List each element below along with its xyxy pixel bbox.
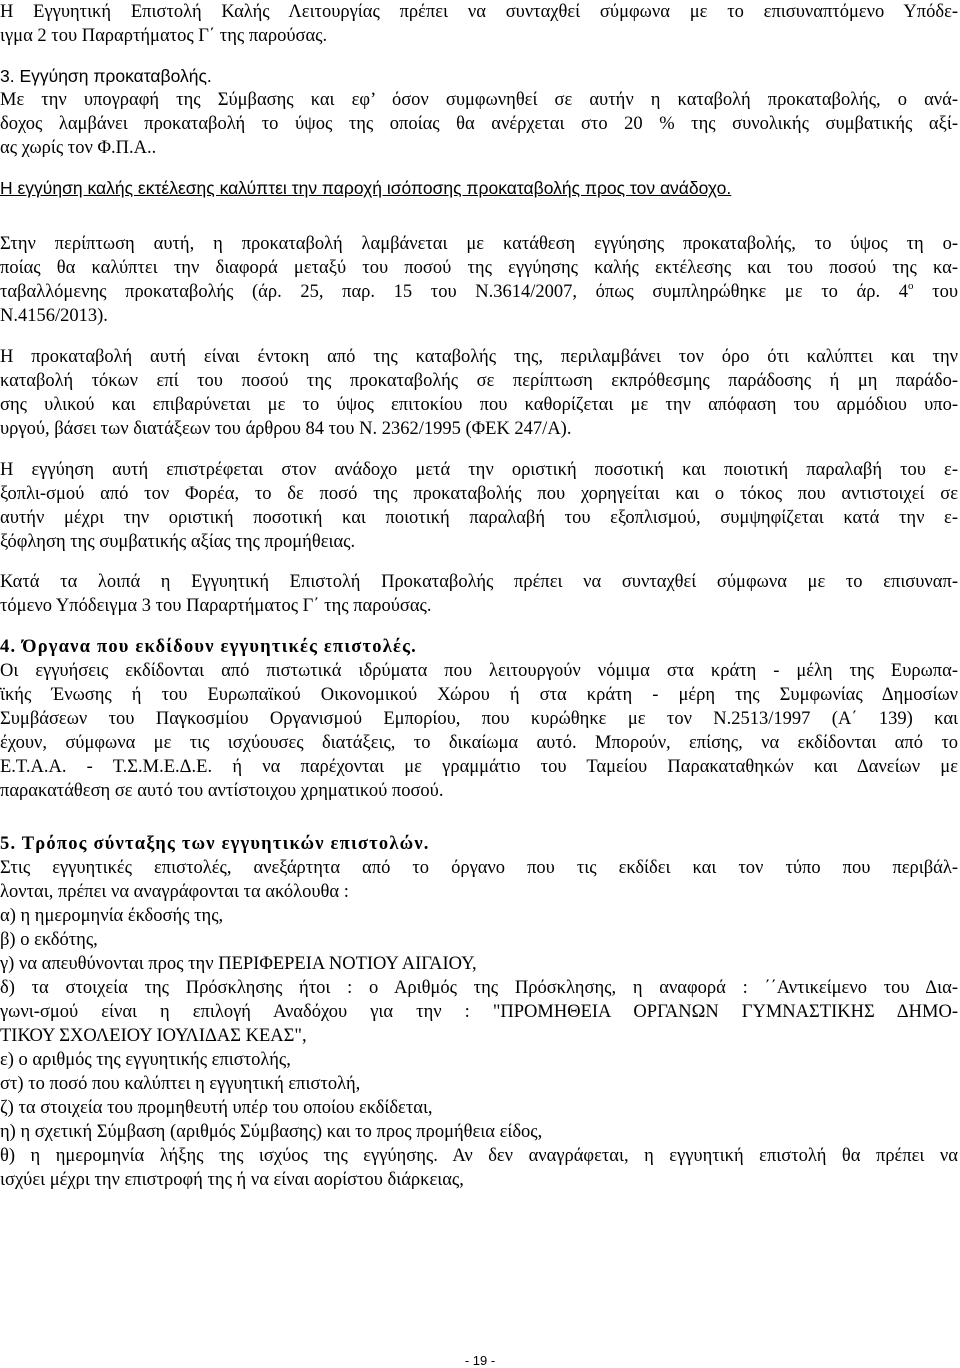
section-3-para3-line: Η προκαταβολή αυτή είναι έντοκη από της καταβολής της, περιλαμβάνει τον όρο ότι καλύπτει και την xyxy=(0,347,958,367)
superscript-o: ο xyxy=(908,280,914,292)
section-5-list-item: ΤΙΚΟΥ ΣΧΟΛΕΙΟΥ ΙΟΥΛΙΔΑΣ ΚΕΑΣ", xyxy=(0,1026,307,1046)
section-5-list-item: ε) ο αριθμός της εγγυητικής επιστολής, xyxy=(0,1050,291,1070)
section-5-list-item: α) η ημερομηνία έκδοσής της, xyxy=(0,906,224,926)
section-3-para3-line: σης υλικού και επιβαρύνεται με το ύψος επιτοκίου που καθορίζεται με την απόφαση του αρμόδιου υπο- xyxy=(0,395,958,415)
section-3-para2-line-with-superscript xyxy=(0,280,958,304)
section-5-line: λονται, πρέπει να αναγράφονται τα ακόλουθα : xyxy=(0,882,349,902)
para2-tail: του xyxy=(913,282,958,302)
section-3-heading: 3. Εγγύηση προκαταβολής. xyxy=(0,66,212,86)
section-3-para3-line: καταβολή τόκων επί του ποσού της προκαταβολής σε περίπτωση εκπρόθεσμης παράδοσης ή μη παράδο- xyxy=(0,371,958,391)
section-3-para4-line: αυτήν μέχρι την οριστική ποσοτική και ποιοτική παραλαβή του εξοπλισμού, συμψηφίζεται κατά την ε- xyxy=(0,508,958,528)
section-5-list-item: δ) τα στοιχεία της Πρόσκλησης ήτοι : ο Αριθμός της Πρόσκλησης, η αναφορά : ΄΄Αντικείμενο του Δια- xyxy=(0,978,958,998)
section-5-list-item: η) η σχετική Σύμβαση (αριθμός Σύμβασης) και το προς προμήθεια είδος, xyxy=(0,1122,543,1142)
section-3-para1-line: ας χωρίς τον Φ.Π.Α.. xyxy=(0,138,157,158)
section-3-para2-line: Ν.4156/2013). xyxy=(0,306,108,326)
section-3-para3-line: υργού, βάσει των διατάξεων του άρθρου 84 του Ν. 2362/1995 (ΦΕΚ 247/Α). xyxy=(0,419,572,439)
section-4-para-line: Συμβάσεων του Παγκοσμίου Οργανισμού Εμπορίου, που κυρώθηκε με τον Ν.2513/1997 (Α΄ 139) και xyxy=(0,709,958,729)
section-5-list-item: θ) η ημερομηνία λήξης της ισχύος της εγγύησης. Αν δεν αναγράφεται, η εγγυητική επιστολή θα πρέπει να xyxy=(0,1146,958,1166)
section-3-para1-line: δοχος λαμβάνει προκαταβολή το ύψος της οποίας θα ανέρχεται στο 20 % της συνολικής συμβατικής αξί- xyxy=(0,114,958,134)
section-4-para-line: Οι εγγυήσεις εκδίδονται από πιστωτικά ιδρύματα που λειτουργούν νόμιμα στα κράτη - μέλη της Ευρωπα- xyxy=(0,661,958,681)
section-5-list-item: γωνι-σμού είναι η επιλογή Αναδόχου για την : "ΠΡΟΜΗΘΕΙΑ ΟΡΓΑΝΩΝ ΓΥΜΝΑΣΤΙΚΗΣ ΔΗΜΟ- xyxy=(0,1002,958,1022)
section-3-underlined-note: Η εγγύηση καλής εκτέλεσης καλύπτει την παροχή ισόποσης προκαταβολής προς τον ανάδοχο. xyxy=(0,178,732,198)
section-3-para1-line: Με την υπογραφή της Σύμβασης και εφ’ όσον συμφωνηθεί σε αυτήν η καταβολή προκαταβολής, ο ανά- xyxy=(0,90,958,110)
section-4-para-line: παρακατάθεση σε αυτό του αντίστοιχου χρηματικού ποσού. xyxy=(0,781,444,801)
section-3-para5-line: τόμενο Υπόδειγμα 3 του Παραρτήματος Γ΄ της παρούσας. xyxy=(0,596,432,616)
section-5-list-item: ζ) τα στοιχεία του προμηθευτή υπέρ του οποίου εκδίδεται, xyxy=(0,1098,433,1118)
section-4-heading: 4. Όργανα που εκδίδουν εγγυητικές επιστολές. xyxy=(0,637,417,657)
section-5-line: Στις εγγυητικές επιστολές, ανεξάρτητα από το όργανο που τις εκδίδει και τον τύπο που περιβάλ- xyxy=(0,858,958,878)
section-5-list-item: στ) το ποσό που καλύπτει η εγγυητική επιστολή, xyxy=(0,1074,361,1094)
para2-text: ταβαλλόμενης προκαταβολής (άρ. 25, παρ. 15 του Ν.3614/2007, όπως συμπληρώθηκε με το άρ. 4 xyxy=(0,282,908,302)
section-5-list-item: γ) να απευθύνονται προς την ΠΕΡΙΦΕΡΕΙΑ ΝΟΤΙΟΥ ΑΙΓΑΙΟΥ, xyxy=(0,954,477,974)
section-3-para4-line: ξόφληση της συμβατικής αξίας της προμήθειας. xyxy=(0,532,356,552)
intro-line-1: Η Εγγυητική Επιστολή Καλής Λειτουργίας πρέπει να συνταχθεί σύμφωνα με το επισυναπτόμενο Υπόδε- xyxy=(0,2,958,22)
section-3-para4-line: ξοπλι-σμού από τον Φορέα, το δε ποσό της προκαταβολής που χορηγείται και ο τόκος που αντιστοιχεί σε xyxy=(0,484,958,504)
section-3-para2-line: ποίας θα καλύπτει την διαφορά μεταξύ του ποσού της εγγύησης καλής εκτέλεσης και του ποσού της κα- xyxy=(0,258,958,278)
section-5-list-item: β) ο εκδότης, xyxy=(0,930,98,950)
section-4-para-line: ϊκής Ένωσης ή του Ευρωπαϊκού Οικονομικού Χώρου ή στα κράτη - μέρη της Συμφωνίας Δημοσίων xyxy=(0,685,958,705)
section-5-heading: 5. Τρόπος σύνταξης των εγγυητικών επιστολών. xyxy=(0,834,430,854)
section-3-para4-line: Η εγγύηση αυτή επιστρέφεται στον ανάδοχο μετά την οριστική ποσοτική και ποιοτική παραλαβή του ε- xyxy=(0,460,958,480)
section-4-para-line: έχουν, σύμφωνα με τις ισχύουσες διατάξεις, το δικαίωμα αυτό. Μπορούν, επίσης, να εκδίδονται από το xyxy=(0,733,958,753)
section-3-para5-line: Κατά τα λοιπά η Εγγυητική Επιστολή Προκαταβολής πρέπει να συνταχθεί σύμφωνα με το επισυναπ- xyxy=(0,572,958,592)
intro-line-2: ιγμα 2 του Παραρτήματος Γ΄ της παρούσας. xyxy=(0,26,328,46)
section-3-para2-line: Στην περίπτωση αυτή, η προκαταβολή λαμβάνεται με κατάθεση εγγύησης προκαταβολής, το ύψος τη ο- xyxy=(0,234,958,254)
section-4-para-line: Ε.Τ.Α.Α. - Τ.Σ.Μ.Ε.Δ.Ε. ή να παρέχονται με γραμμάτιο του Ταμείου Παρακαταθηκών και Δανείων με xyxy=(0,757,958,777)
section-5-list-item: ισχύει μέχρι την επιστροφή της ή να είναι αορίστου διάρκειας, xyxy=(0,1170,464,1190)
page-number: - 19 - xyxy=(464,1353,496,1368)
